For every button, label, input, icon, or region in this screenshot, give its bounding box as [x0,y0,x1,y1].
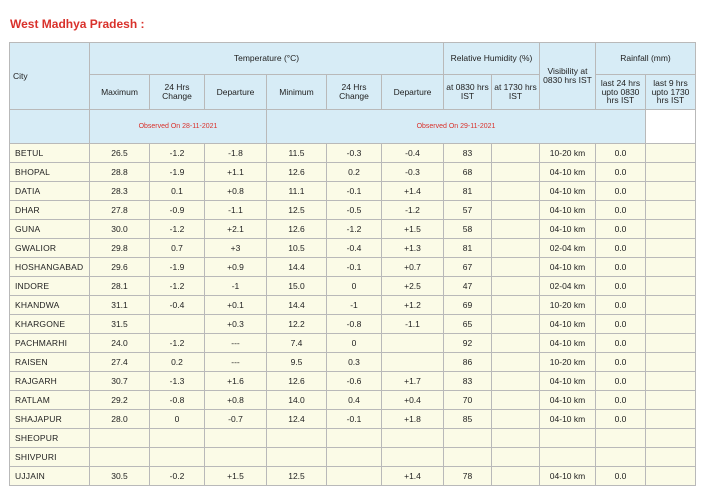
cell-visibility: 04-10 km [540,410,596,429]
cell-min-change: -0.4 [327,239,382,258]
cell-city: GWALIOR [10,239,90,258]
cell-max-change: -0.9 [150,201,205,220]
cell-rain-24: 0.0 [596,410,646,429]
cell-rh-1730 [492,429,540,448]
cell-maximum: 30.0 [90,220,150,239]
cell-min-departure: +1.5 [382,220,444,239]
cell-rh-1730 [492,448,540,467]
cell-visibility: 02-04 km [540,239,596,258]
cell-city: HOSHANGABAD [10,258,90,277]
cell-minimum: 7.4 [267,334,327,353]
cell-rh-0830: 83 [444,372,492,391]
cell-rain-24: 0.0 [596,239,646,258]
cell-min-departure: +1.2 [382,296,444,315]
cell-min-departure: +1.7 [382,372,444,391]
cell-maximum: 31.1 [90,296,150,315]
cell-city: GUNA [10,220,90,239]
cell-rain-24: 0.0 [596,372,646,391]
cell-rain-24: 0.0 [596,334,646,353]
cell-minimum: 14.4 [267,258,327,277]
cell-max-departure [205,429,267,448]
table-row [10,315,696,334]
cell-minimum: 10.5 [267,239,327,258]
cell-rain-9 [646,239,696,258]
cell-rh-1730 [492,372,540,391]
cell-rh-0830 [444,429,492,448]
cell-maximum: 24.0 [90,334,150,353]
cell-rh-0830: 81 [444,182,492,201]
cell-max-change: 0.2 [150,353,205,372]
cell-min-departure [382,429,444,448]
cell-maximum: 26.5 [90,144,150,163]
weather-table [9,42,696,486]
table-row [10,467,696,486]
cell-visibility: 04-10 km [540,372,596,391]
cell-rain-24: 0.0 [596,353,646,372]
cell-max-change: -1.3 [150,372,205,391]
cell-rain-9 [646,296,696,315]
cell-min-change: -0.6 [327,372,382,391]
cell-rh-1730 [492,163,540,182]
cell-rh-1730 [492,391,540,410]
header-rh-0830: at 0830 hrs IST [444,75,492,110]
cell-rain-9 [646,429,696,448]
cell-minimum: 11.1 [267,182,327,201]
cell-visibility: 04-10 km [540,201,596,220]
cell-min-departure [382,334,444,353]
cell-max-change: -1.2 [150,220,205,239]
cell-min-departure [382,448,444,467]
cell-rh-1730 [492,296,540,315]
cell-rain-9 [646,353,696,372]
table-row [10,448,696,467]
cell-minimum [267,429,327,448]
cell-max-departure: --- [205,334,267,353]
cell-city: RAISEN [10,353,90,372]
cell-max-change: -1.2 [150,277,205,296]
cell-rain-24: 0.0 [596,201,646,220]
cell-max-departure: +1.6 [205,372,267,391]
cell-rh-0830: 78 [444,467,492,486]
cell-rain-9 [646,448,696,467]
cell-min-change: -0.1 [327,258,382,277]
cell-min-change: 0 [327,277,382,296]
cell-minimum [267,448,327,467]
cell-min-departure: -0.4 [382,144,444,163]
cell-rain-24: 0.0 [596,296,646,315]
cell-maximum: 27.8 [90,201,150,220]
cell-visibility: 10-20 km [540,353,596,372]
table-row [10,296,696,315]
cell-max-departure: +0.1 [205,296,267,315]
cell-min-change: -0.5 [327,201,382,220]
observed-min-date: Observed On 29-11-2021 [267,110,646,144]
cell-max-change [150,448,205,467]
cell-rh-1730 [492,353,540,372]
cell-minimum: 14.0 [267,391,327,410]
cell-rh-0830: 85 [444,410,492,429]
cell-min-departure: +1.8 [382,410,444,429]
header-max-change: 24 Hrs Change [150,75,205,110]
cell-city: KHARGONE [10,315,90,334]
cell-rh-1730 [492,315,540,334]
cell-min-departure: +2.5 [382,277,444,296]
cell-min-departure: +1.4 [382,467,444,486]
cell-minimum: 14.4 [267,296,327,315]
header-max-departure: Departure [205,75,267,110]
cell-rain-9 [646,334,696,353]
cell-rain-24 [596,429,646,448]
cell-rh-0830: 86 [444,353,492,372]
cell-min-departure: +0.4 [382,391,444,410]
cell-rh-0830 [444,448,492,467]
cell-rain-24: 0.0 [596,391,646,410]
cell-min-departure [382,353,444,372]
header-temperature: Temperature (°C) [90,43,444,75]
table-row [10,239,696,258]
cell-maximum: 27.4 [90,353,150,372]
cell-min-change [327,429,382,448]
cell-rain-24: 0.0 [596,163,646,182]
cell-rain-24: 0.0 [596,182,646,201]
cell-rain-9 [646,163,696,182]
cell-rh-1730 [492,334,540,353]
header-observed-spacer [10,110,90,144]
cell-min-departure: +0.7 [382,258,444,277]
cell-max-change: 0.7 [150,239,205,258]
cell-min-change: -1 [327,296,382,315]
cell-city: KHANDWA [10,296,90,315]
table-row [10,182,696,201]
cell-maximum: 30.7 [90,372,150,391]
table-row [10,353,696,372]
cell-max-departure: +3 [205,239,267,258]
cell-city: PACHMARHI [10,334,90,353]
cell-city: UJJAIN [10,467,90,486]
cell-max-departure: +0.8 [205,391,267,410]
header-rain-9: last 9 hrs upto 1730 hrs IST [646,75,696,110]
cell-rain-24: 0.0 [596,315,646,334]
cell-rh-1730 [492,258,540,277]
cell-rain-9 [646,391,696,410]
cell-max-departure [205,448,267,467]
cell-max-departure: +0.9 [205,258,267,277]
header-humidity: Relative Humidity (%) [444,43,540,75]
cell-visibility: 04-10 km [540,163,596,182]
header-maximum: Maximum [90,75,150,110]
cell-rain-9 [646,220,696,239]
cell-rh-0830: 83 [444,144,492,163]
cell-min-change [327,467,382,486]
cell-rain-9 [646,467,696,486]
table-row [10,258,696,277]
table-row [10,163,696,182]
cell-max-departure: +0.3 [205,315,267,334]
cell-rh-1730 [492,220,540,239]
cell-max-change: -0.2 [150,467,205,486]
cell-rain-24: 0.0 [596,258,646,277]
cell-rh-1730 [492,410,540,429]
cell-city: BETUL [10,144,90,163]
cell-visibility: 10-20 km [540,296,596,315]
cell-maximum: 28.3 [90,182,150,201]
header-min-departure: Departure [382,75,444,110]
cell-visibility: 04-10 km [540,391,596,410]
cell-min-departure: -1.2 [382,201,444,220]
cell-max-change: -0.8 [150,391,205,410]
cell-maximum: 29.2 [90,391,150,410]
cell-max-change: -1.2 [150,334,205,353]
cell-maximum: 29.6 [90,258,150,277]
cell-city: SHEOPUR [10,429,90,448]
table-row [10,391,696,410]
cell-minimum: 12.6 [267,220,327,239]
cell-min-departure: -0.3 [382,163,444,182]
cell-max-change: 0 [150,410,205,429]
cell-min-change: 0.2 [327,163,382,182]
cell-max-departure: +1.5 [205,467,267,486]
cell-max-change: -1.9 [150,258,205,277]
cell-maximum: 28.1 [90,277,150,296]
cell-min-change: 0.4 [327,391,382,410]
cell-minimum: 12.5 [267,201,327,220]
cell-visibility: 04-10 km [540,182,596,201]
cell-maximum: 31.5 [90,315,150,334]
cell-min-change: -0.1 [327,410,382,429]
cell-maximum: 28.8 [90,163,150,182]
header-blank-cell [646,110,696,144]
cell-rh-1730 [492,144,540,163]
cell-rh-1730 [492,467,540,486]
cell-min-change: -0.3 [327,144,382,163]
cell-maximum: 29.8 [90,239,150,258]
cell-rh-0830: 57 [444,201,492,220]
cell-maximum: 30.5 [90,467,150,486]
cell-max-departure: --- [205,353,267,372]
cell-rain-9 [646,315,696,334]
cell-min-change: -1.2 [327,220,382,239]
cell-rh-0830: 92 [444,334,492,353]
cell-max-departure: +1.1 [205,163,267,182]
cell-minimum: 11.5 [267,144,327,163]
cell-max-change: -1.9 [150,163,205,182]
cell-maximum [90,429,150,448]
table-row [10,334,696,353]
cell-rh-0830: 81 [444,239,492,258]
cell-rain-9 [646,201,696,220]
table-row [10,277,696,296]
cell-visibility: 02-04 km [540,277,596,296]
cell-rain-9 [646,410,696,429]
cell-rain-24: 0.0 [596,220,646,239]
header-min-change: 24 Hrs Change [327,75,382,110]
cell-max-change: 0.1 [150,182,205,201]
cell-max-departure: -1.8 [205,144,267,163]
header-visibility: Visibility at 0830 hrs IST [540,43,596,110]
cell-min-departure: -1.1 [382,315,444,334]
header-minimum: Minimum [267,75,327,110]
cell-rh-1730 [492,239,540,258]
observed-max-date: Observed On 28-11-2021 [90,110,267,144]
cell-maximum: 28.0 [90,410,150,429]
table-row [10,429,696,448]
cell-rain-24: 0.0 [596,467,646,486]
cell-minimum: 15.0 [267,277,327,296]
cell-min-change: 0.3 [327,353,382,372]
cell-visibility: 04-10 km [540,467,596,486]
header-rain-24: last 24 hrs upto 0830 hrs IST [596,75,646,110]
cell-minimum: 12.4 [267,410,327,429]
cell-rain-9 [646,182,696,201]
cell-visibility: 04-10 km [540,315,596,334]
cell-min-change: 0 [327,334,382,353]
cell-minimum: 9.5 [267,353,327,372]
cell-rain-24: 0.0 [596,144,646,163]
cell-max-departure: -1 [205,277,267,296]
cell-max-change: -0.4 [150,296,205,315]
cell-rh-1730 [492,182,540,201]
cell-rain-24 [596,448,646,467]
table-row [10,372,696,391]
cell-rh-0830: 69 [444,296,492,315]
header-city: City [10,43,90,110]
cell-min-departure: +1.3 [382,239,444,258]
cell-rain-9 [646,277,696,296]
cell-visibility [540,429,596,448]
cell-city: DATIA [10,182,90,201]
cell-rh-0830: 68 [444,163,492,182]
cell-minimum: 12.6 [267,372,327,391]
cell-minimum: 12.2 [267,315,327,334]
cell-rh-0830: 58 [444,220,492,239]
cell-city: INDORE [10,277,90,296]
cell-max-departure: -1.1 [205,201,267,220]
cell-rh-1730 [492,201,540,220]
cell-rh-0830: 67 [444,258,492,277]
table-row [10,201,696,220]
cell-city: RAJGARH [10,372,90,391]
cell-visibility: 04-10 km [540,258,596,277]
cell-city: BHOPAL [10,163,90,182]
cell-visibility [540,448,596,467]
cell-minimum: 12.6 [267,163,327,182]
cell-min-departure: +1.4 [382,182,444,201]
cell-rh-0830: 47 [444,277,492,296]
cell-max-departure: +0.8 [205,182,267,201]
cell-min-change [327,448,382,467]
table-body [10,144,696,486]
cell-visibility: 04-10 km [540,220,596,239]
cell-min-change: -0.1 [327,182,382,201]
cell-max-change: -1.2 [150,144,205,163]
table-row [10,144,696,163]
cell-rh-0830: 65 [444,315,492,334]
cell-rh-1730 [492,277,540,296]
cell-minimum: 12.5 [267,467,327,486]
cell-max-change [150,429,205,448]
cell-rain-9 [646,144,696,163]
cell-visibility: 10-20 km [540,144,596,163]
cell-min-change: -0.8 [327,315,382,334]
cell-max-departure: -0.7 [205,410,267,429]
cell-city: RATLAM [10,391,90,410]
table-row [10,220,696,239]
table-row [10,410,696,429]
header-rainfall: Rainfall (mm) [596,43,696,75]
cell-maximum [90,448,150,467]
cell-max-departure: +2.1 [205,220,267,239]
cell-rain-9 [646,372,696,391]
cell-visibility: 04-10 km [540,334,596,353]
cell-max-change [150,315,205,334]
cell-city: SHIVPURI [10,448,90,467]
header-rh-1730: at 1730 hrs IST [492,75,540,110]
cell-rh-0830: 70 [444,391,492,410]
cell-rain-9 [646,258,696,277]
page-title: West Madhya Pradesh : [10,17,145,31]
cell-city: DHAR [10,201,90,220]
cell-city: SHAJAPUR [10,410,90,429]
cell-rain-24: 0.0 [596,277,646,296]
